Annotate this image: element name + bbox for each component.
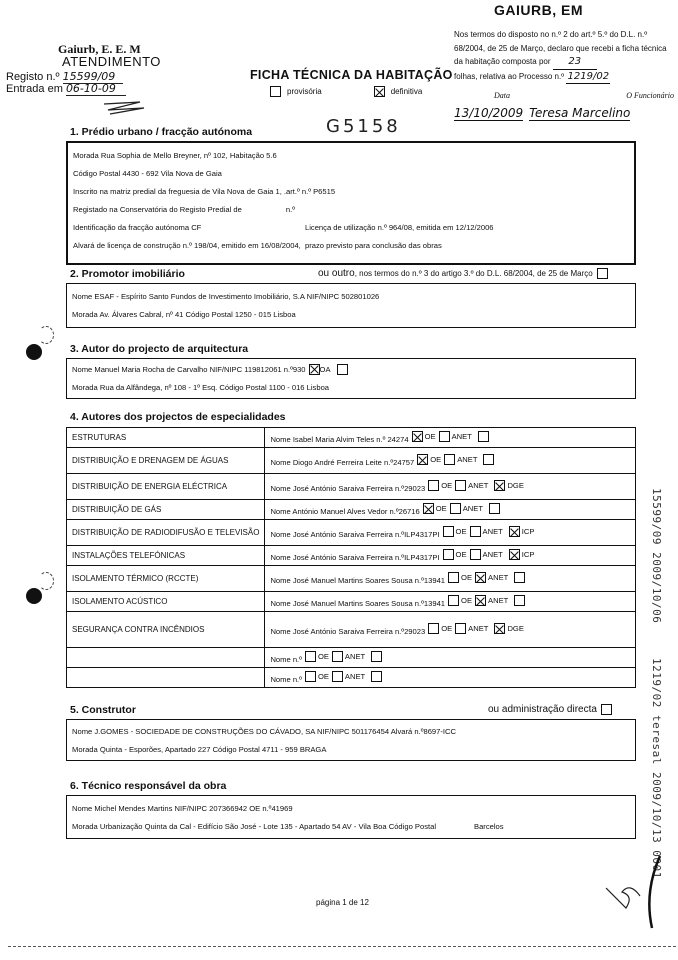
oe-option xyxy=(428,623,452,634)
oe-checkbox[interactable] xyxy=(448,572,459,583)
anet-label: ANET xyxy=(462,504,483,513)
author-name: Nome José António Saraiva Ferreira n.ºILP4317PI xyxy=(270,553,440,562)
anet-option xyxy=(455,623,488,634)
extra-option xyxy=(514,595,525,606)
anet-option xyxy=(450,503,483,514)
icp-checkbox[interactable] xyxy=(509,526,520,537)
specialty-author xyxy=(265,592,636,612)
receipt-labels xyxy=(494,91,674,100)
specialty-author xyxy=(265,566,636,592)
specialty-row xyxy=(67,448,636,474)
specialty-author xyxy=(265,648,636,668)
section5-heading: 5. Construtor xyxy=(70,704,136,716)
specialty-category: ESTRUTURAS xyxy=(67,428,265,448)
extra-checkbox[interactable] xyxy=(483,454,494,465)
licenca-field: Licença de utilização n.º 964/08, emitida em 12/12/2006 xyxy=(305,222,494,232)
specialty-category: INSTALAÇÕES TELEFÓNICAS xyxy=(67,546,265,566)
folhas-value: 23 xyxy=(553,55,597,70)
author-name: Nome José Manuel Martins Soares Sousa n.º13941 xyxy=(270,599,446,608)
specialty-author xyxy=(265,612,636,648)
codigo-postal-field: Código Postal 4430 - 692 Vila Nova de Gaia xyxy=(73,168,222,178)
side-stamp-process: 1219/02 teresal 2009/10/13 0001 xyxy=(650,658,663,879)
specialty-row xyxy=(67,520,636,546)
arquitecto-morada: Morada Rua da Alfândega, nº 108 - 1º Esq. Código Postal 1100 - 016 Lisboa xyxy=(72,382,330,392)
oe-checkbox[interactable] xyxy=(412,431,423,442)
anet-checkbox[interactable] xyxy=(439,431,450,442)
section3-heading: 3. Autor do projecto de arquitectura xyxy=(70,343,249,355)
side-stamp-entry: 15599/09 2009/10/06 xyxy=(650,488,663,624)
punch-hole-icon xyxy=(26,344,42,360)
specialty-row xyxy=(67,592,636,612)
author-name: Nome Isabel Maria Alvim Teles n.º 24274 xyxy=(270,435,409,444)
stamp-department: ATENDIMENTO xyxy=(62,54,161,69)
oe-checkbox[interactable] xyxy=(428,623,439,634)
author-name: Nome José António Saraiva Ferreira n.ºILP4317PI xyxy=(270,530,440,539)
oe-label: OE xyxy=(317,652,329,661)
funcionario-value: Teresa Marcelino xyxy=(529,106,631,120)
tecnico-morada xyxy=(67,817,635,835)
definitiva-checkbox[interactable] xyxy=(374,86,385,97)
tecnico-nome: Nome Michel Mendes Martins NIF/NIPC 207366942 OE n.º41969 xyxy=(72,803,293,813)
anet-checkbox[interactable] xyxy=(455,623,466,634)
section2-heading: 2. Promotor imobiliário xyxy=(70,268,185,280)
oe-option xyxy=(428,480,452,491)
oe-checkbox[interactable] xyxy=(423,503,434,514)
signature-scribble-icon xyxy=(100,100,148,116)
data-label: Data xyxy=(494,91,510,100)
ou-outro-option xyxy=(318,268,608,279)
icp-label: ICP xyxy=(521,550,535,559)
oe-label: OE xyxy=(455,527,467,536)
identificacao-field xyxy=(68,218,634,236)
section5-box xyxy=(66,719,636,761)
specialties-table xyxy=(66,427,636,688)
oe-label: OE xyxy=(455,550,467,559)
anet-label: ANET xyxy=(482,550,503,559)
dge-checkbox[interactable] xyxy=(494,623,505,634)
extra-option xyxy=(371,671,382,682)
handwritten-code: G5158 xyxy=(326,116,401,137)
entrada-value: 06-10-09 xyxy=(66,82,126,96)
entrada-line xyxy=(6,82,126,96)
oe-option xyxy=(448,595,472,606)
specialty-row xyxy=(67,668,636,688)
funcionario-label: O Funcionário xyxy=(626,91,674,100)
extra-option xyxy=(371,651,382,662)
icp-checkbox[interactable] xyxy=(509,549,520,560)
specialty-category: SEGURANÇA CONTRA INCÊNDIOS xyxy=(67,612,265,648)
dge-checkbox[interactable] xyxy=(494,480,505,491)
specialty-row xyxy=(67,546,636,566)
construtor-morada: Morada Quinta - Esporões, Apartado 227 Código Postal 4711 - 959 BRAGA xyxy=(72,744,327,754)
admin-directa-option xyxy=(488,704,612,715)
section1-heading: 1. Prédio urbano / fracção autónoma xyxy=(70,126,253,138)
extra-option xyxy=(483,454,494,465)
anet-checkbox[interactable] xyxy=(332,671,343,682)
author-name: Nome José Manuel Martins Soares Sousa n.º13941 xyxy=(270,576,446,585)
identificacao-label: Identificação da fracção autónoma CF xyxy=(73,222,202,232)
anet-checkbox[interactable] xyxy=(470,526,481,537)
oe-option xyxy=(417,454,441,465)
punch-hole-ring-icon xyxy=(38,326,54,344)
receipt-text-2: folhas, relativa ao Processo n.º xyxy=(454,71,565,81)
receipt-signature xyxy=(454,106,630,121)
specialty-author xyxy=(265,668,636,688)
icp-label: ICP xyxy=(521,527,535,536)
section3-box xyxy=(66,358,636,399)
anet-option xyxy=(475,595,508,606)
anet-label: ANET xyxy=(468,481,489,490)
specialty-row xyxy=(67,566,636,592)
specialty-author xyxy=(265,428,636,448)
dge-option xyxy=(494,623,523,634)
anet-checkbox[interactable] xyxy=(470,549,481,560)
definitiva-label: definitiva xyxy=(390,87,423,96)
oe-checkbox[interactable] xyxy=(448,595,459,606)
page-bottom-divider xyxy=(8,946,676,947)
arquitecto-nome-text: Nome Manuel Maria Rocha de Carvalho NIF/NIPC 119812061 n.º930 xyxy=(72,364,306,374)
extra-checkbox[interactable] xyxy=(489,503,500,514)
anet-option xyxy=(475,572,508,583)
oe-checkbox[interactable] xyxy=(417,454,428,465)
entrada-label: Entrada em xyxy=(6,83,63,95)
section6-heading: 6. Técnico responsável da obra xyxy=(70,780,227,792)
specialty-category: DISTRIBUIÇÃO E DRENAGEM DE ÁGUAS xyxy=(67,448,265,474)
tecnico-morada-text: Morada Urbanização Quinta da Cal - Edifício São José - Lote 135 - Apartado 54 AV - Vila Boa Código Postal xyxy=(72,821,437,831)
anet-checkbox[interactable] xyxy=(455,480,466,491)
anet-option xyxy=(444,454,477,465)
ou-outro-label: ou outro xyxy=(318,268,355,279)
morada-field: Morada Rua Sophia de Mello Breyner, nº 102, Habitação 5.6 xyxy=(73,150,277,160)
oe-label: OE xyxy=(424,432,436,441)
oe-checkbox[interactable] xyxy=(443,549,454,560)
anet-checkbox[interactable] xyxy=(475,595,486,606)
admin-directa-label: ou administração directa xyxy=(488,704,597,715)
oe-label: OE xyxy=(317,672,329,681)
anet-option xyxy=(332,671,365,682)
icp-option xyxy=(509,526,535,537)
specialty-category: DISTRIBUIÇÃO DE RADIODIFUSÃO E TELEVISÃO xyxy=(67,520,265,546)
registado-field xyxy=(68,200,634,218)
specialty-row xyxy=(67,500,636,520)
oe-label: OE xyxy=(461,596,473,605)
anet-option xyxy=(439,431,472,442)
anet-option xyxy=(470,549,503,560)
anet-label: ANET xyxy=(488,573,509,582)
provisoria-checkbox[interactable] xyxy=(270,86,281,97)
specialty-category xyxy=(67,648,265,668)
section1-box xyxy=(66,141,636,265)
specialty-category xyxy=(67,668,265,688)
anet-checkbox[interactable] xyxy=(444,454,455,465)
oe-option xyxy=(412,431,436,442)
extra-checkbox[interactable] xyxy=(514,572,525,583)
alvara-field xyxy=(68,236,634,254)
page-number: página 1 de 12 xyxy=(316,898,369,907)
anet-label: ANET xyxy=(344,652,366,661)
specialty-author xyxy=(265,474,636,500)
document-title: FICHA TÉCNICA DA HABITAÇÃO xyxy=(250,68,453,82)
ou-outro-text: , nos termos do n.º 3 do artigo 3.º do D.L. 68/2004, de 25 de Março xyxy=(354,269,593,278)
specialty-author xyxy=(265,448,636,474)
tecnico-morada-city: Barcelos xyxy=(474,821,504,831)
extra-checkbox[interactable] xyxy=(514,595,525,606)
extra-checkbox[interactable] xyxy=(371,651,382,662)
author-name: Nome José António Saraiva Ferreira n.º29023 xyxy=(270,484,426,493)
ou-outro-checkbox[interactable] xyxy=(597,268,608,279)
oe-checkbox[interactable] xyxy=(305,651,316,662)
extra-checkbox[interactable] xyxy=(478,431,489,442)
promotor-nome: Nome ESAF - Espírito Santo Fundos de Investimento Imobiliário, S.A NIF/NIPC 502801026 xyxy=(72,291,380,301)
admin-directa-checkbox[interactable] xyxy=(601,704,612,715)
oe-label: OE xyxy=(441,624,453,633)
arquitecto-nome xyxy=(67,360,635,378)
oe-option xyxy=(448,572,472,583)
extra-option xyxy=(489,503,500,514)
specialty-row xyxy=(67,474,636,500)
anet-checkbox[interactable] xyxy=(450,503,461,514)
anet-checkbox[interactable] xyxy=(475,572,486,583)
oe-checkbox[interactable] xyxy=(428,480,439,491)
punch-hole-icon xyxy=(26,588,42,604)
specialty-category: ISOLAMENTO TÉRMICO (RCCTE) xyxy=(67,566,265,592)
anet-label: ANET xyxy=(457,455,478,464)
inscrito-field: Inscrito na matriz predial da freguesia de Vila Nova de Gaia 1, .art.º n.º P6515 xyxy=(73,186,336,196)
anet-option xyxy=(455,480,488,491)
specialty-category: DISTRIBUIÇÃO DE ENERGIA ELÉCTRICA xyxy=(67,474,265,500)
extra-option xyxy=(478,431,489,442)
registado-n-label: n.º xyxy=(285,204,295,214)
specialty-row xyxy=(67,612,636,648)
alvara-label: Alvará de licença de construção n.º 198/04, emitido em 16/08/2004, xyxy=(73,240,301,250)
oe-checkbox[interactable] xyxy=(443,526,454,537)
construtor-nome: Nome J.GOMES - SOCIEDADE DE CONSTRUÇÕES DO CÁVADO, SA NIF/NIPC 501176454 Alvará n.º8697-ICC xyxy=(72,726,456,736)
registado-label: Registado na Conservatória do Registo Predial de xyxy=(73,204,242,214)
anet-label: ANET xyxy=(488,596,509,605)
oa-label: OA xyxy=(319,364,331,374)
punch-hole-ring-icon xyxy=(38,572,54,590)
section2-box xyxy=(66,283,636,328)
extra-option xyxy=(514,572,525,583)
author-name: Nome n.º xyxy=(270,675,302,684)
section6-box xyxy=(66,795,636,839)
specialty-row xyxy=(67,648,636,668)
initials-signature-icon xyxy=(600,852,670,932)
oa-extra-checkbox[interactable] xyxy=(337,364,348,375)
anet-option xyxy=(332,651,365,662)
anet-label: ANET xyxy=(482,527,503,536)
provisoria-label: provisória xyxy=(287,87,322,96)
specialty-category: ISOLAMENTO ACÚSTICO xyxy=(67,592,265,612)
oe-option xyxy=(305,671,329,682)
document-type-options xyxy=(270,86,422,97)
anet-checkbox[interactable] xyxy=(332,651,343,662)
section4-heading: 4. Autores dos projectos de especialidades xyxy=(70,411,286,423)
oe-checkbox[interactable] xyxy=(305,671,316,682)
oe-option xyxy=(305,651,329,662)
receipt-text xyxy=(454,28,676,84)
anet-label: ANET xyxy=(468,624,489,633)
author-name: Nome Diogo André Ferreira Leite n.º24757 xyxy=(270,458,415,467)
processo-value: 1219/02 xyxy=(566,70,610,85)
dge-option xyxy=(494,480,523,491)
dge-label: DGE xyxy=(507,624,524,633)
registo-label: Registo n.º xyxy=(6,71,60,83)
anet-label: ANET xyxy=(451,432,472,441)
oa-checkbox[interactable] xyxy=(309,364,320,375)
anet-option xyxy=(470,526,503,537)
prazo-field: prazo previsto para conclusão das obras xyxy=(305,240,442,250)
oe-label: OE xyxy=(430,455,442,464)
icp-option xyxy=(509,549,535,560)
specialty-row xyxy=(67,428,636,448)
oe-option xyxy=(443,549,467,560)
author-name: Nome José António Saraiva Ferreira n.º29023 xyxy=(270,627,426,636)
dge-label: DGE xyxy=(507,481,524,490)
specialty-author xyxy=(265,500,636,520)
extra-checkbox[interactable] xyxy=(371,671,382,682)
oe-option xyxy=(423,503,447,514)
receipt-text-1: Nos termos do disposto no n.º 2 do art.º 5.º do D.L. n.º 68/2004, de 25 de Março, declaro que recebi a ficha técnica da habitação composta por xyxy=(454,30,667,66)
specialty-author xyxy=(265,546,636,566)
author-name: Nome António Manuel Alves Vedor n.º26716 xyxy=(270,507,420,516)
oe-option xyxy=(443,526,467,537)
specialty-category: DISTRIBUIÇÃO DE GÁS xyxy=(67,500,265,520)
promotor-morada: Morada Av. Álvares Cabral, nº 41 Código Postal 1250 - 015 Lisboa xyxy=(72,309,296,319)
registo-value: 15599/09 xyxy=(63,70,123,84)
data-value: 13/10/2009 xyxy=(454,106,524,120)
author-name: Nome n.º xyxy=(270,655,302,664)
oe-label: OE xyxy=(441,481,453,490)
specialty-author xyxy=(265,520,636,546)
oe-label: OE xyxy=(435,504,447,513)
anet-label: ANET xyxy=(344,672,366,681)
receipt-organization: GAIURB, EM xyxy=(494,2,583,18)
stamp-organization: Gaiurb, E. E. M xyxy=(58,42,141,56)
oe-label: OE xyxy=(461,573,473,582)
